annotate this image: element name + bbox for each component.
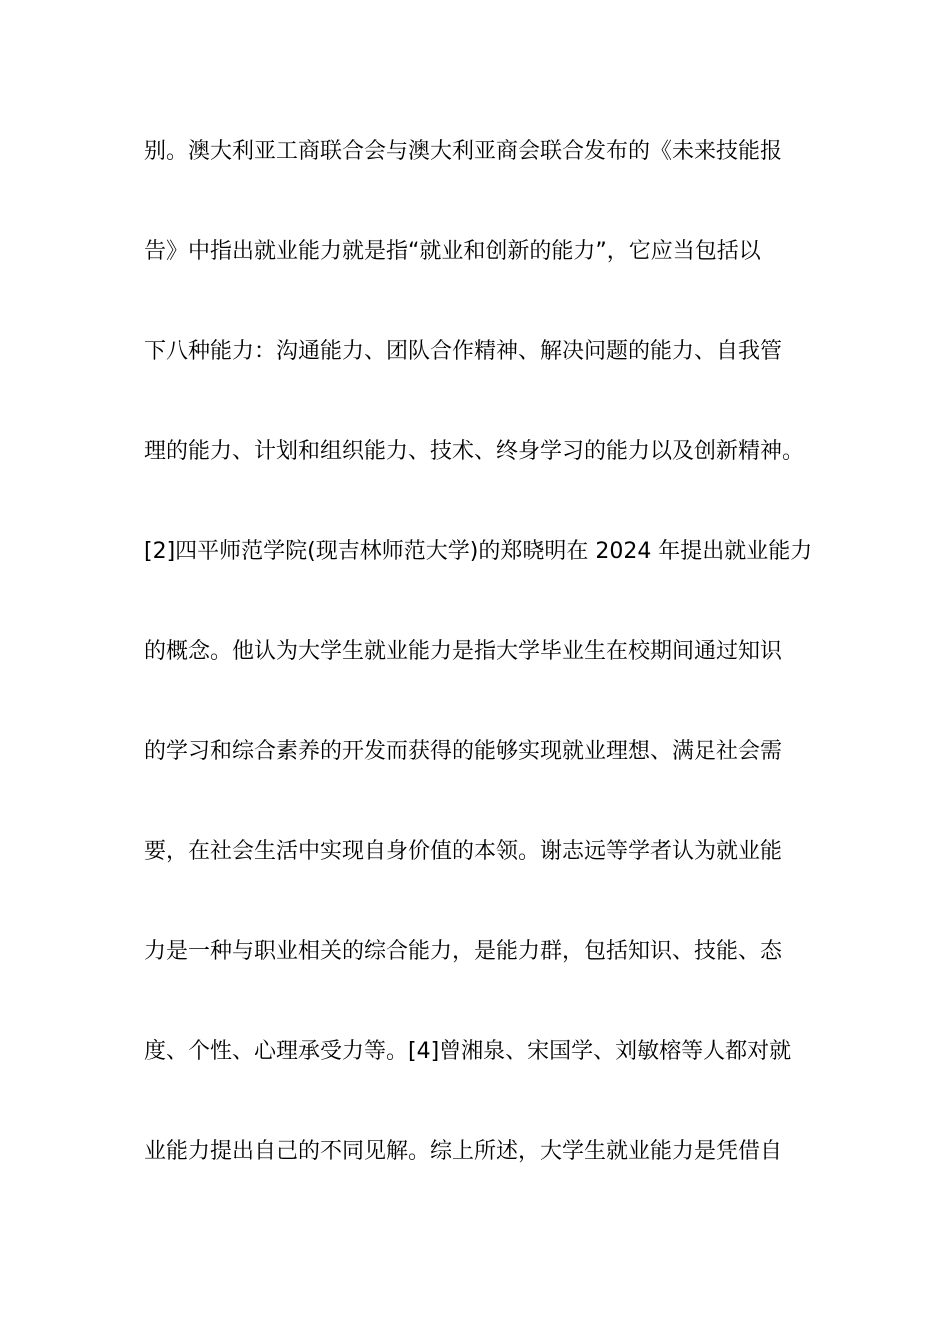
text-line: 别。澳大利亚工商联合会与澳大利亚商会联合发布的《未来技能报	[144, 139, 783, 164]
text-line: 下八种能力：沟通能力、团队合作精神、解决问题的能力、自我管	[144, 339, 783, 364]
body-paragraph	[144, 127, 824, 1227]
text-line: 度、个性、心理承受力等。[4]曾湘泉、宋国学、刘敏榕等人都对就	[144, 1039, 792, 1064]
text-line: 理的能力、计划和组织能力、技术、终身学习的能力以及创新精神。	[144, 439, 805, 464]
text-line: 告》中指出就业能力就是指“就业和创新的能力”，它应当包括以	[144, 239, 761, 264]
text-line: [2]四平师范学院(现吉林师范大学)的郑晓明在 2024 年提出就业能力	[144, 539, 813, 564]
text-line: 要，在社会生活中实现自身价值的本领。谢志远等学者认为就业能	[144, 839, 783, 864]
text-line: 的概念。他认为大学生就业能力是指大学毕业生在校期间通过知识	[144, 639, 783, 664]
text-line: 力是一种与职业相关的综合能力，是能力群，包括知识、技能、态	[144, 939, 783, 964]
text-line: 业能力提出自己的不同见解。综上所述，大学生就业能力是凭借自	[144, 1139, 783, 1164]
text-line: 的学习和综合素养的开发而获得的能够实现就业理想、满足社会需	[144, 739, 783, 764]
